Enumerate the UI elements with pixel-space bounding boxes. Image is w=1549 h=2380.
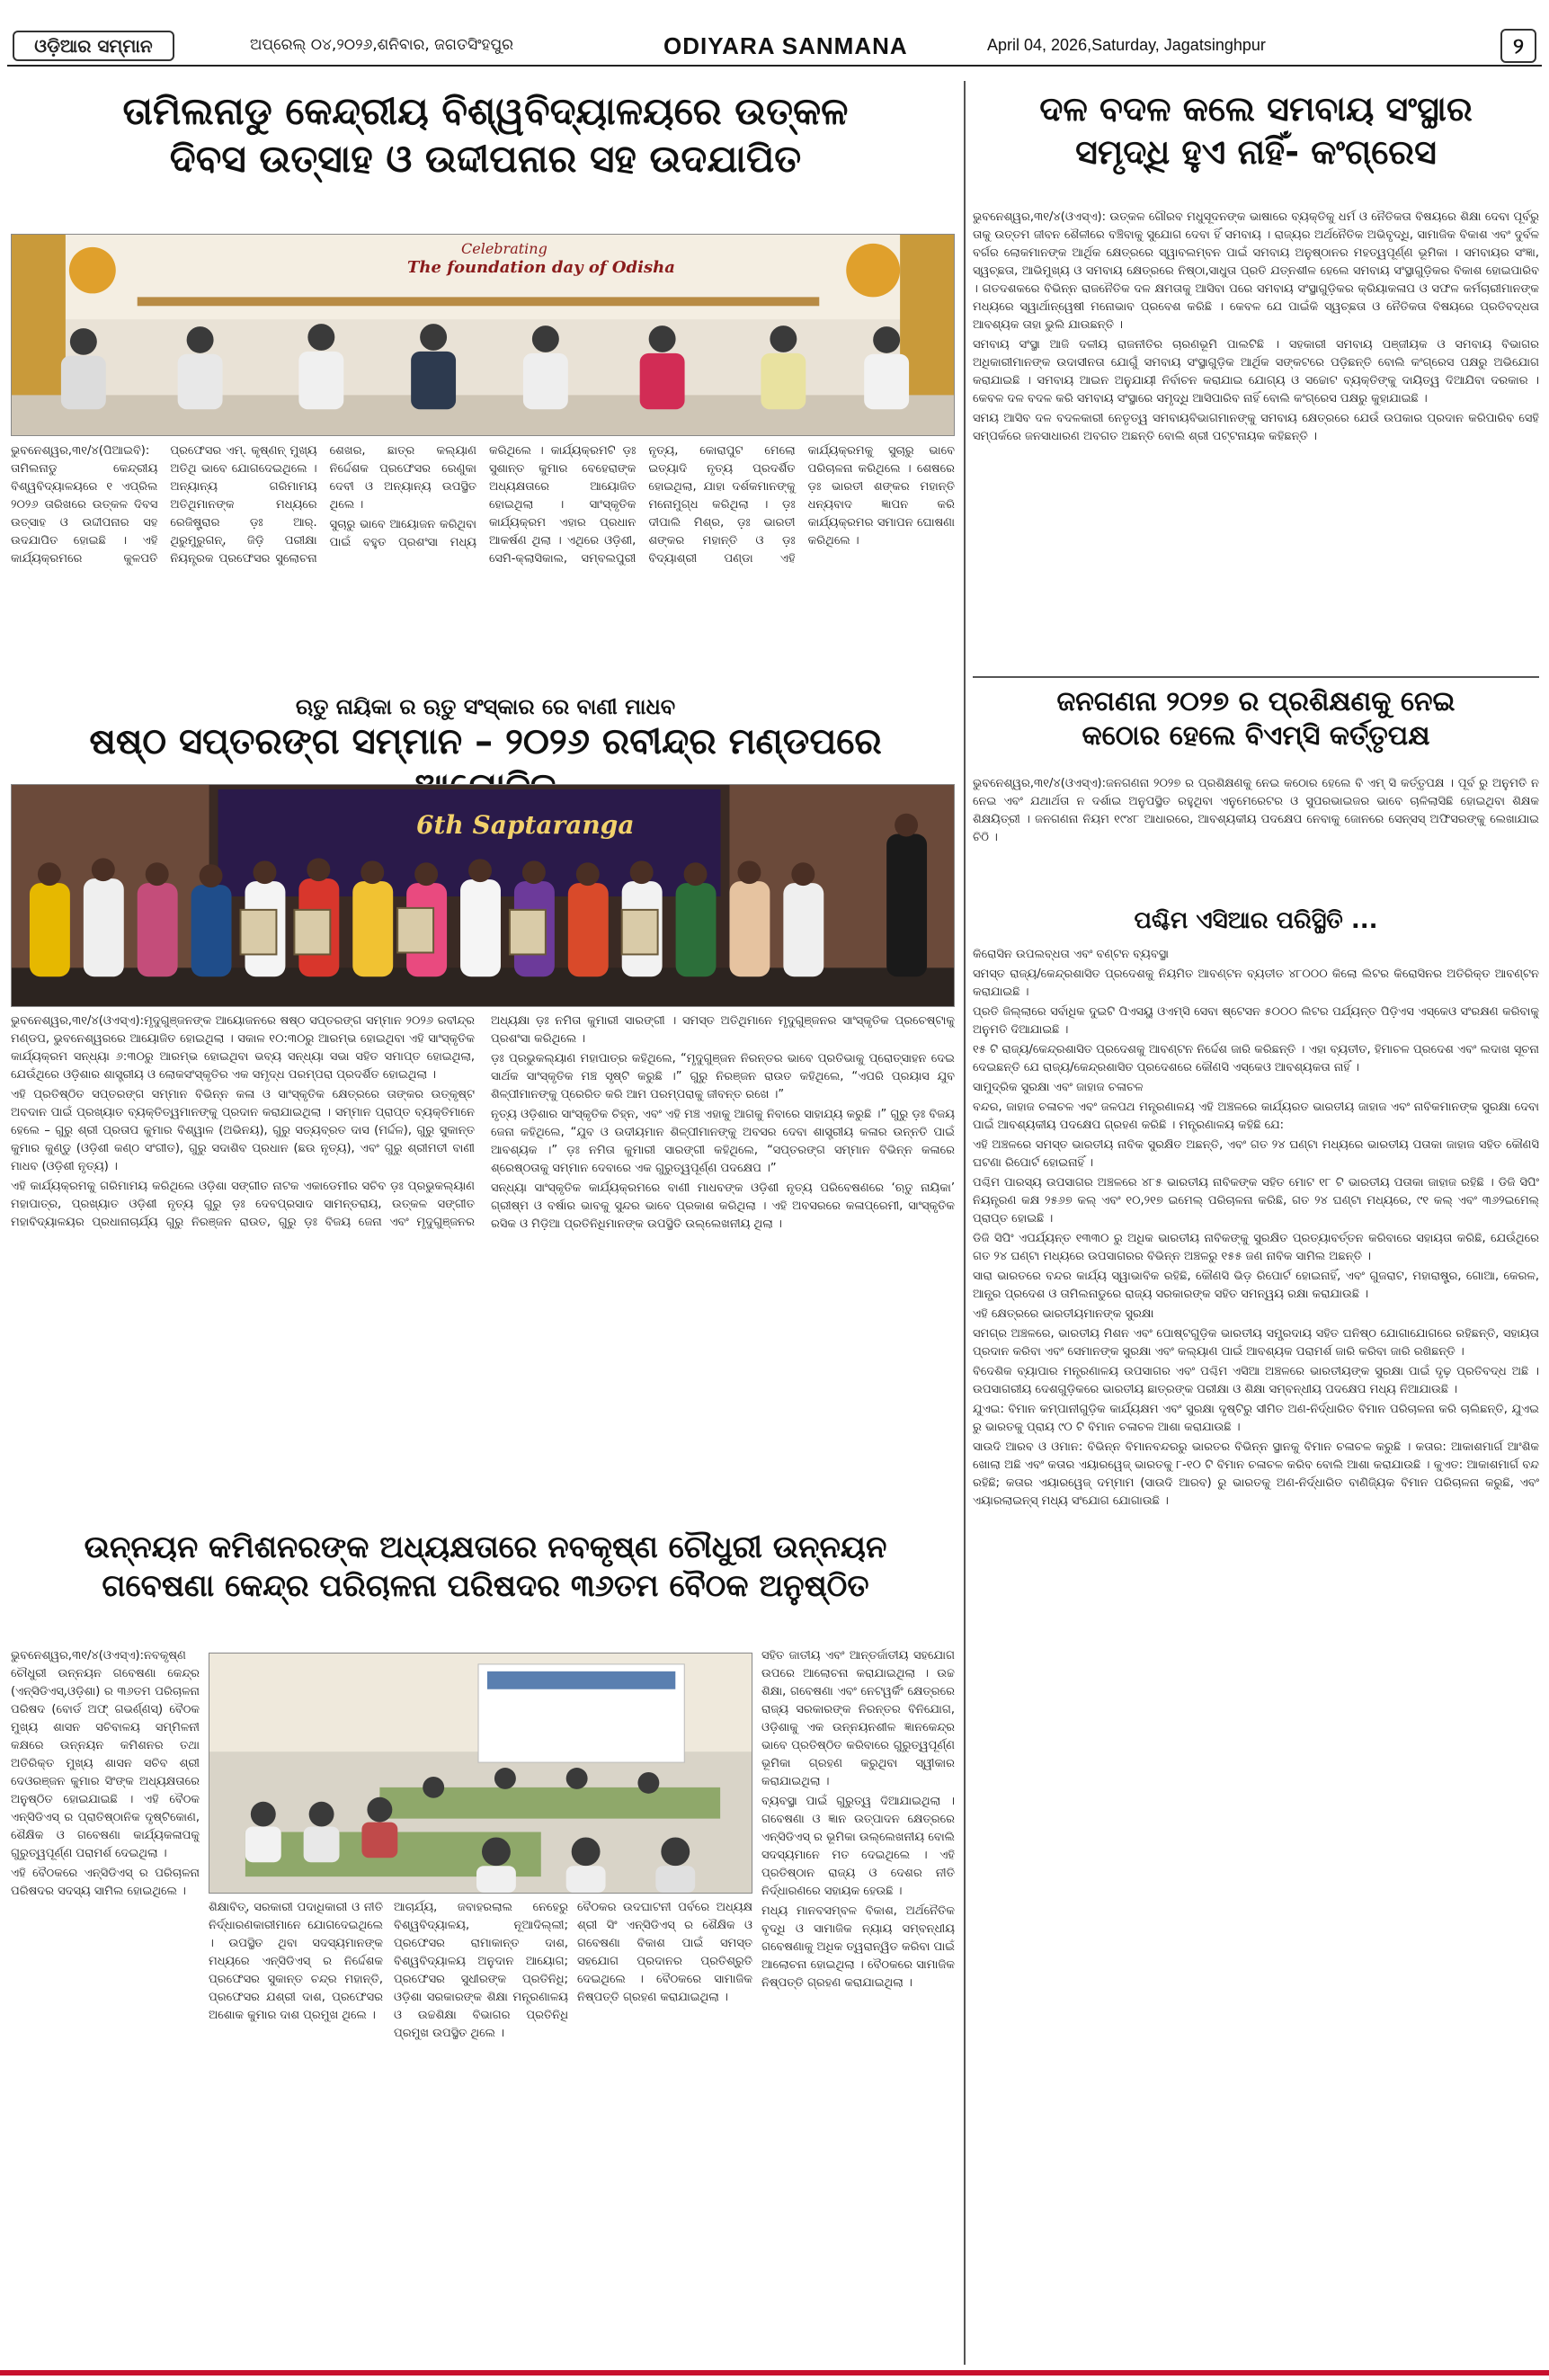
english-date: April 04, 2026,Saturday, Jagatsinghpur — [987, 36, 1266, 54]
masthead — [7, 27, 1542, 67]
story1-para: ସୁଚାରୁ ଭାବେ ଆୟୋଜନ କରିଥିବା ପାଇଁ ବହୁତ ପ୍ରଶଂସା ମଧ୍ୟ କରିଥିଲେ । କାର୍ଯ୍ୟକ୍ରମଟି ଡ଼ଃ ସୁଶାନ୍ତ କୁମାର ବେହେରାଙ୍କ ଅଧ୍ୟକ୍ଷତାରେ ଆୟୋଜିତ ହୋଇଥିଲା । ସାଂସ୍କୃତିକ କାର୍ଯ୍ୟକ୍ରମ ଏହାର ପ୍ରଧାନ ଆକର୍ଷଣ ଥିଲା । ଏଥିରେ ଓଡ଼ିଶୀ, ସେମି-କ୍ଲାସିକାଲ, ସମ୍ବଲପୁରୀ ନୃତ୍ୟ, କୋରାପୁଟ ମେଲୋ ଇତ୍ୟାଦି ନୃତ୍ୟ ପ୍ରଦର୍ଶିତ ହୋଇଥିଲା, ଯାହା ଦର୍ଶକମାନଙ୍କୁ ମନୋମୁଗ୍ଧ କରିଥିଲା । ଡ଼ଃ ଦୀପାଲି ମିଶ୍ର, ଡ଼ଃ ଭାରତୀ ଶଙ୍କର ମହାନ୍ତି ଓ ଡ଼ଃ ବିଦ୍ୟାଶ୍ରୀ ପଣ୍ଡା ଏହି କାର୍ଯ୍ୟକ୍ରମକୁ ସୁଚାରୁ ଭାବେ ପରିଚାଳନା କରିଥିଲେ । ଶେଷରେ ଡ଼ଃ ଭାରତୀ ଶଙ୍କର ମହାନ୍ତି ଧନ୍ୟବାଦ ଜ୍ଞାପନ କରି କାର୍ଯ୍ୟକ୍ରମର ସମାପନ ଘୋଷଣା କରିଥିଲେ । — [329, 444, 955, 566]
story3-para: ସନ୍ଧ୍ୟା ସାଂସ୍କୃତିକ କାର୍ଯ୍ୟକ୍ରମରେ ବାଣୀ ମାଧବଙ୍କ ଓଡ଼ିଶୀ ନୃତ୍ୟ ପରିବେଷଣରେ ‘ଋତୁ ନାୟିକା’ ଗ୍ରୀଷ୍ମ ଓ ବର୍ଷାର ଭାବକୁ ସୁନ୍ଦର ଭାବେ ପ୍ରକାଶ କରିଥିଲା । ଏହି ଅବସରରେ କଳାପ୍ରେମୀ, ସାଂସ୍କୃତିକ ରସିକ ଓ ମିଡ଼ିଆ ପ୍ରତିନିଧିମାନଙ୍କ ଉପସ୍ଥିତି ଉଲ୍ଲେଖନୀୟ ଥିଲା । — [491, 1181, 955, 1231]
story6-para: ମଧ୍ୟ ମାନବସମ୍ବଳ ବିକାଶ, ଅର୍ଥନୈତିକ ବୃଦ୍ଧି ଓ ସାମାଜିକ ନ୍ୟାୟ ସମ୍ବନ୍ଧୀୟ ଗବେଷଣାକୁ ଅଧିକ ତ୍ୱରାନ୍ୱିତ କରିବା ପାଇଁ ଆଲୋଚନା ହୋଇଥିଲା । ବୈଠକରେ ସାମାଜିକ ନିଷ୍ପତ୍ତି ଗ୍ରହଣ କରାଯାଇଥିଲା । — [761, 1904, 955, 1990]
story6-body-right — [577, 1899, 752, 2362]
story5-headline: ପଶ୍ଚିମ ଏସିଆର ପରିସ୍ଥିତି ... — [1134, 907, 1378, 934]
story6-para: ସହିତ ଜାତୀୟ ଏବଂ ଆନ୍ତର୍ଜାତୀୟ ସହଯୋଗ ଉପରେ ଆଲୋଚନା କରାଯାଇଥିଲା । ଉଚ୍ଚ ଶିକ୍ଷା, ଗବେଷଣା ଏବଂ ନେଟୱର୍କିଂ କ୍ଷେତ୍ରରେ ରାଜ୍ୟ ସରକାରଙ୍କ ନିରନ୍ତର ବିନିଯୋଗ, ଓଡ଼ିଶାକୁ ଏକ ଉନ୍ନୟନଶୀଳ ଜ୍ଞାନକେନ୍ଦ୍ର ଭାବେ ପ୍ରତିଷ୍ଠିତ କରିବାରେ ଗୁରୁତ୍ୱପୂର୍ଣ୍ଣ ଭୂମିକା ଗ୍ରହଣ କରୁଥିବା ସ୍ୱୀକାର କରାଯାଇଥିଲା । — [761, 1649, 955, 1788]
story3-photo — [11, 784, 955, 1007]
story5-body — [973, 946, 1539, 2362]
story5-para: ବନ୍ଦର, ଜାହାଜ ଚଳାଚଳ ଏବଂ ଜଳପଥ ମନ୍ତ୍ରଣାଳୟ ଏହି ଅଞ୍ଚଳରେ କାର୍ଯ୍ୟରତ ଭାରତୀୟ ଜାହାଜ ଏବଂ ନାବିକମାନଙ୍କ ସୁରକ୍ଷା ଦେବା ପାଇଁ ଆବଶ୍ୟକୀୟ ପଦକ୍ଷେପ ଗ୍ରହଣ କରିଛି । ମନ୍ତ୍ରଣାଳୟ କହିଛି ଯେ: — [973, 1101, 1539, 1132]
story5-para: ପ୍ରତି ଜିଲ୍ଲାରେ ସର୍ବାଧିକ ଦୁଇଟି ପିଏସୟୁ ଓଏମ୍ସି ସେବା ଷ୍ଟେସନ ୫୦୦୦ ଲିଟର ପର୍ଯ୍ୟନ୍ତ ପିଡ଼ିଏସ ଏସ୍କେଓ ସଂରକ୍ଷଣ କରିବାକୁ ଅନୁମତି ଦିଆଯାଇଛି । — [973, 1005, 1539, 1037]
story6-body-mid — [209, 1899, 568, 2362]
story6-para: ଶିକ୍ଷାବିତ୍, ସରକାରୀ ପଦାଧିକାରୀ ଓ ନୀତି ନିର୍ଦ୍ଧାରଣକାରୀମାନେ ଯୋଗଦେଇଥିଲେ । ଉପସ୍ଥିତ ଥିବା ସଦସ୍ୟମାନଙ୍କ ମଧ୍ୟରେ ଏନ୍ସିଡିଏସ୍ ର ନିର୍ଦ୍ଦେଶକ ପ୍ରଫେସର ସୁକାନ୍ତ ଚନ୍ଦ୍ର ମହାନ୍ତି, ପ୍ରଫେସର ଯଶ୍ରୀ ଦାଶ, ପ୍ରଫେସର ଅଶୋକ କୁମାର ଦାଶ ପ୍ରମୁଖ ଥିଲେ । — [209, 1901, 383, 2022]
story1-para: ଭୁବନେଶ୍ୱର,୩୧/୪(ପିଆଇବି): ତାମିଲନାଡୁ କେନ୍ଦ୍ରୀୟ ବିଶ୍ୱବିଦ୍ୟାଳୟରେ ୧ ଏପ୍ରିଲ ୨୦୨୬ ତାରିଖରେ ଉତ୍କଳ ଦିବସ ଉତ୍ସାହ ଓ ଉଦ୍ଦୀପନାର ସହ ଉଦଯାପିତ ହୋଇଛି । ଏହି କାର୍ଯ୍ୟକ୍ରମରେ କୁଳପତି ପ୍ରଫେସର ଏମ୍. କୃଷ୍ଣନ୍ ମୁଖ୍ୟ ଅତିଥି ଭାବେ ଯୋଗଦେଇଥିଲେ । ଅନ୍ୟାନ୍ୟ ଗରିମାମୟ ଅତିଥିମାନଙ୍କ ମଧ୍ୟରେ ରେଜିଷ୍ଟ୍ରାର ଡ଼ଃ ଆର୍. ଥିରୁମୁରୁଗନ୍, ଜିଡ଼ି ପରୀକ୍ଷା ନିୟନ୍ତ୍ରକ ପ୍ରଫେସର ସୁଲୋଚନା ଶେଖର, ଛାତ୍ର କଲ୍ୟାଣ ନିର୍ଦ୍ଦେଶକ ପ୍ରଫେସର ରେଣୁକା ଦେବୀ ଓ ଅନ୍ୟାନ୍ୟ ଉପସ୍ଥିତ ଥିଲେ । — [11, 444, 476, 566]
story2-body — [973, 209, 1539, 672]
story5-para: ସାଉଦି ଆରବ ଓ ଓମାନ: ବିଭିନ୍ନ ବିମାନବନ୍ଦରରୁ ଭାରତର ବିଭିନ୍ନ ସ୍ଥାନକୁ ବିମାନ ଚଳାଚଳ କରୁଛି । କତାର: ଆକାଶମାର୍ଗ ଆଂଶିକ ଖୋଲା ଅଛି ଏବଂ କତାର ଏୟାରୱେଜ୍ ଭାରତକୁ ୮-୧୦ ଟି ବିମାନ ଚଳାଚଳ କରିବ ବୋଲି ଆଶା କରାଯାଉଛି । କୁଏତ: ଆକାଶମାର୍ଗ ବନ୍ଦ ରହିଛି; କତାର ଏୟାରୱେଜ୍ ଦମ୍ମାମ (ସାଉଦି ଆରବ) ରୁ ଭାରତକୁ ଅଣ-ନିର୍ଦ୍ଧାରିତ ବାଣିଜ୍ୟିକ ବିମାନ ପରିଚାଳନା କରୁଛି, ଏବଂ ଏୟାରଲାଇନ୍ସ୍ ମଧ୍ୟ ସଂଯୋଗ ଯୋଗାଉଛି । — [973, 1440, 1539, 1508]
story2-headline — [973, 88, 1539, 174]
story1-banner-line1: Celebrating — [461, 240, 547, 257]
newspaper-logo: ଓଡ଼ିଆର ସମ୍ମାନ — [13, 31, 174, 61]
story4-body — [973, 775, 1539, 901]
story4-headline-line1: ଜନଗଣନା ୨୦୨୭ ର ପ୍ରଶିକ୍ଷଣକୁ ନେଇ — [1056, 686, 1456, 718]
page-number: ୨ — [1500, 29, 1536, 63]
story2-para: ଭୁବନେଶ୍ୱର,୩୧/୪(ଓଏସ୍ଏ): ଉତ୍କଳ ଗୌରବ ମଧୁସୂଦନଙ୍କ ଭାଷାରେ ବ୍ୟକ୍ତିକୁ ଧର୍ମ ଓ ନୈତିକତା ବିଷୟରେ ଶିକ୍ଷା ଦେବା ପୂର୍ବରୁ ତାକୁ ଉତ୍ତମ ଜୀବନ ଶୈଳୀରେ ବଞ୍ଚିବାକୁ ସୁଯୋଗ ଦେବା ହିଁ ସମବାୟ । ରାଜ୍ୟର ଅର୍ଥନୈତିକ ଅଭିବୃଦ୍ଧି, ସାମାଜିକ ବିକାଶ ଏବଂ ଦୁର୍ବଳ ବର୍ଗର ଲୋକମାନଙ୍କ ଆର୍ଥିକ କ୍ଷେତ୍ରରେ ସ୍ୱାବଲମ୍ବନ ପାଇଁ ସମବାୟ ଅନୁଷ୍ଠାନର ମହତ୍ୱପୂର୍ଣ୍ଣ ଭୂମିକା । ସମବାୟର ସଂଜ୍ଞା, ସ୍ୱଚ୍ଛତା, ଆଭିମୁଖ୍ୟ ଓ ସମବାୟ କ୍ଷେତ୍ରରେ ନିଷ୍ଠା,ସାଧୁତା ପ୍ରତି ଯତ୍ନଶୀଳ ହେଲେ ସମବାୟ ସଂସ୍ଥାଗୁଡ଼ିକର ବିକାଶ ହୋଇପାରିବ । ଗତଦଶକରେ ବିଭିନ୍ନ ରାଜନୈତିକ ଦଳ କ୍ଷମତାକୁ ଆସିବା ପରେ ସମବାୟ ସଂସ୍ଥାଗୁଡ଼ିକର କ୍ରିୟାକଳାପ ଓ ସଫଳ କର୍ମଚାରୀମାନଙ୍କ ମଧ୍ୟରେ ସ୍ୱାର୍ଥାନ୍ୱେଷୀ ମନୋଭାବ ପ୍ରବେଶ କରିଛି । କେବଳ ଯେ ପାଇଁକି ସ୍ୱଚ୍ଛତା ଓ ନୈତିକତା ବିଷୟରେ ପ୍ରତିବଦ୍ଧତା ଆବଶ୍ୟକ ତାହା ଭୁଲି ଯାଉଛନ୍ତି । — [973, 210, 1539, 332]
story5-para: ସାମୁଦ୍ରିକ ସୁରକ୍ଷା ଏବଂ ଜାହାଜ ଚଳାଚଳ — [973, 1081, 1144, 1094]
story5-para: ଏହି କ୍ଷେତ୍ରରେ ଭାରତୀୟମାନଙ୍କ ସୁରକ୍ଷା — [973, 1307, 1154, 1321]
story3-headline: ଷଷ୍ଠ ସପ୍ତରଙ୍ଗ ସମ୍ମାନ – ୨୦୨୬ ରବୀନ୍ଦ୍ର ମଣ୍ଡପରେ — [89, 721, 882, 762]
story4-headline-line2: କଠୋର ହେଲେ ବିଏମ୍ସି କର୍ତ୍ତୃପକ୍ଷ — [1082, 719, 1430, 752]
story6-para: ଆଚାର୍ଯ୍ୟ, ଜବାହରଲାଲ ନେହେରୁ ବିଶ୍ୱବିଦ୍ୟାଳୟ, ନୂଆଦିଲ୍ଲୀ; ପ୍ରଫେସର ରାମାକାନ୍ତ ଦାଶ, ବିଶ୍ୱବିଦ୍ୟାଳୟ ଅନୁଦାନ ଆୟୋଗ; ପ୍ରଫେସର ସୁଧୀରଙ୍କ ପ୍ରତିନିଧି; ଓଡ଼ିଶା ସରକାରଙ୍କ ଶିକ୍ଷା ମନ୍ତ୍ରଣାଳୟ ଓ ଉଚ୍ଚଶିକ୍ଷା ବିଭାଗର ପ୍ରତିନିଧି ପ୍ରମୁଖ ଉପସ୍ଥିତ ଥିଲେ । — [394, 1901, 568, 2040]
story6-body-left — [11, 1647, 200, 2362]
story3-body — [11, 1012, 955, 1516]
story1-body — [11, 442, 955, 663]
newspaper-title: ODIYARA SANMANA — [663, 32, 908, 59]
story1-headline-line2: ଦିବସ ଉତ୍ସାହ ଓ ଉଦ୍ଦୀପନାର ସହ ଉଦଯାପିତ — [169, 136, 802, 181]
story5-para: ବିଦେଶିକ ବ୍ୟାପାର ମନ୍ତ୍ରଣାଳୟ ଉପସାଗର ଏବଂ ପଶ୍ଚିମ ଏସିଆ ଅଞ୍ଚଳରେ ଭାରତୀୟଙ୍କ ସୁରକ୍ଷା ପାଇଁ ଦୃଢ଼ ପ୍ରତିବଦ୍ଧ ଅଛି । ଉପସାଗରୀୟ ଦେଶଗୁଡ଼ିକରେ ଭାରତୀୟ ଛାତ୍ରଙ୍କ ପରୀକ୍ଷା ଓ ଶିକ୍ଷା ସମ୍ବନ୍ଧୀୟ ପଦକ୍ଷେପ ମଧ୍ୟ ନିଆଯାଉଛି । — [973, 1365, 1539, 1396]
story6-headline-line1: ଉନ୍ନୟନ କମିଶନରଙ୍କ ଅଧ୍ୟକ୍ଷତାରେ ନବକୃଷ୍ଣ ଚୌଧୁରୀ ଉନ୍ନୟନ — [84, 1529, 887, 1565]
story5-para: ଡିଜି ସିପିଂ ଏପର୍ଯ୍ୟନ୍ତ ୧୩୩୦ ରୁ ଅଧିକ ଭାରତୀୟ ନାବିକଙ୍କୁ ସୁରକ୍ଷିତ ପ୍ରତ୍ୟାବର୍ତ୍ତନ କରିବାରେ ସହାୟତା କରିଛି, ଯେଉଁଥିରେ ଗତ ୨୪ ଘଣ୍ଟା ମଧ୍ୟରେ ଉପସାଗରର ବିଭିନ୍ନ ଅଞ୍ଚଳରୁ ୧୫୫ ଜଣ ନାବିକ ସାମିଲ ଅଛନ୍ତି । — [973, 1232, 1539, 1263]
story4-para: ଭୁବନେଶ୍ୱର,୩୧/୪(ଓଏସ୍ଏ):ଜନଗଣନା ୨୦୨୭ ର ପ୍ରଶିକ୍ଷଣକୁ ନେଇ କଠୋର ହେଲେ ବି ଏମ୍ ସି କର୍ତ୍ତୃପକ୍ଷ । ପୂର୍ବ ରୁ ଅନୁମତି ନ ନେଇ ଏବଂ ଯଥାର୍ଥତା ନ ଦର୍ଶାଇ ଅନୁପସ୍ଥିତ ରହୁଥିବା ଏନୁମେରେଟର ଓ ସୁପରଭାଇଜର ଭାବେ ଚାଳିଲାସିଛି ହୋଇଥିବା ଶିକ୍ଷକ ଶିକ୍ଷୟିତ୍ରୀ । ଜନଗଣନା ନିୟମ ୧୯୪୮ ଆଧାରରେ, ଆବଶ୍ୟକୀୟ ପଦକ୍ଷେପ ନେବାକୁ ଜୋନରେ ସେନ୍ସସ୍ ଅଫିସରଙ୍କୁ ଲେଖାଯାଇ ଚିଠି । — [973, 777, 1539, 844]
story1-headline-line1: ତାମିଲନାଡୁ କେନ୍ଦ୍ରୀୟ ବିଶ୍ୱବିଦ୍ୟାଳୟରେ ଉତ୍କଳ — [122, 89, 849, 133]
story6-headline-line2: ଗବେଷଣା କେନ୍ଦ୍ର ପରିଚାଳନା ପରିଷଦର ୩୬ତମ ବୈଠକ ଅନୁଷ୍ଠିତ — [102, 1567, 869, 1604]
story5-para: ସମସ୍ତ ରାଜ୍ୟ/କେନ୍ଦ୍ରଶାସିତ ପ୍ରଦେଶକୁ ନିୟମିତ ଆବଣ୍ଟନ ବ୍ୟତୀତ ୪୮୦୦୦ କିଲୋ ଲିଟର କିରୋସିନର ଅତିରିକ୍ତ ଆବଣ୍ଟନ କରାଯାଇଛି । — [973, 967, 1539, 999]
story6-para: ବୈଠକର ଉଦଘାଟନୀ ପର୍ବରେ ଅଧ୍ୟକ୍ଷ ଶ୍ରୀ ସିଂ ଏନ୍ସିଡିଏସ୍ ର ଶୈକ୍ଷିକ ଓ ଗବେଷଣା ବିକାଶ ପାଇଁ ସମସ୍ତ ସହଯୋଗ ପ୍ରଦାନର ପ୍ରତିଶ୍ରୁତି ଦେଇଥିଲେ । ବୈଠକରେ ସାମାଜିକ ନିଷ୍ପତ୍ତି ଗ୍ରହଣ କରାଯାଇଥିଲା । — [577, 1901, 752, 2004]
story5-para: ସମଗ୍ର ଅଞ୍ଚଳରେ, ଭାରତୀୟ ମିଶନ ଏବଂ ପୋଷ୍ଟଗୁଡ଼ିକ ଭାରତୀୟ ସମ୍ପ୍ରଦାୟ ସହିତ ଘନିଷ୍ଠ ଯୋଗାଯୋଗରେ ରହିଛନ୍ତି, ସହାୟତା ପ୍ରଦାନ କରିବା ଏବଂ ସେମାନଙ୍କ ସୁରକ୍ଷା ଏବଂ କଲ୍ୟାଣ ପାଇଁ ଆବଶ୍ୟକ ପରାମର୍ଶ ଜାରି କରିବା ଜାରି ରଖିଛନ୍ତି । — [973, 1327, 1539, 1359]
story2-para: ସମବାୟ ସଂସ୍ଥା ଆଜି ଦଳୀୟ ରାଜନୀତିର ଚାରଣଭୂମି ପାଲଟିଛି । ସହକାରୀ ସମବାୟ ପଞ୍ଜୀୟକ ଓ ସମବାୟ ବିଭାଗର ଅଧିକାରୀମାନଙ୍କ ଉଦାସୀନତା ଯୋଗୁଁ ସମବାୟ ସଂସ୍ଥାଗୁଡ଼ିକ ଆର୍ଥିକ ସଙ୍କଟରେ ପଡ଼ିଛନ୍ତି ବୋଲି କଂଗ୍ରେସ ପକ୍ଷରୁ ଅଭିଯୋଗ କରାଯାଇଛି । ସମବାୟ ଆଇନ ଅନୁଯାୟୀ ନିର୍ବାଚନ କରାଯାଇ ଯୋଗ୍ୟ ଓ ସଚ୍ଚୋଟ ବ୍ୟକ୍ତିଙ୍କୁ ଦାୟିତ୍ୱ ଦିଆଯିବା ଦରକାର । କେବଳ ଦଳ ବଦଳ କରି ସମବାୟ ସଂସ୍ଥାରେ ସମୃଦ୍ଧି ଆସିପାରିବ ନାହିଁ ବୋଲି କଂଗ୍ରେସ ପକ୍ଷରୁ କୁହାଯାଇଛି । — [973, 338, 1539, 406]
board-meeting-image — [209, 1654, 752, 1893]
story5-para: ଏହି ଅଞ୍ଚଳରେ ସମସ୍ତ ଭାରତୀୟ ନାବିକ ସୁରକ୍ଷିତ ଅଛନ୍ତି, ଏବଂ ଗତ ୨୪ ଘଣ୍ଟା ମଧ୍ୟରେ ଭାରତୀୟ ପତାକା ଜାହାଜ ସହିତ କୌଣସି ଘଟଣା ରିପୋର୍ଟ ହୋଇନାହିଁ । — [973, 1138, 1539, 1170]
story3-kicker: ଋତୁ ନାୟିକା ର ଋତୁ ସଂସ୍କାର ରେ ବାଣୀ ମାଧବ — [295, 694, 676, 719]
story1-banner-line2: The foundation day of Odisha — [407, 258, 675, 277]
story6-para: ଭୁବନେଶ୍ୱର,୩୧/୪(ଓଏସ୍ଏ):ନବକୃଷ୍ଣ ଚୌଧୁରୀ ଉନ୍ନୟନ ଗବେଷଣା କେନ୍ଦ୍ର (ଏନ୍ସିଡିଏସ୍,ଓଡ଼ିଶା) ର ୩୬ତମ ପରିଚାଳନା ପରିଷଦ (ବୋର୍ଡ ଅଫ୍ ଗଭର୍ଣ୍ଣସ୍) ବୈଠକ ମୁଖ୍ୟ ଶାସନ ସଚିବାଳୟ ସମ୍ମିଳନୀ କକ୍ଷରେ ଉନ୍ନୟନ କମିଶନର ତଥା ଅତିରିକ୍ତ ମୁଖ୍ୟ ଶାସନ ସଚିବ ଶ୍ରୀ ଦେଓରଞ୍ଜନ କୁମାର ସିଂଙ୍କ ଅଧ୍ୟକ୍ଷତାରେ ଅନୁଷ୍ଠିତ ହୋଇଯାଇଛି । ଏହି ବୈଠକ ଏନ୍ସିଡିଏସ୍ ର ପ୍ରାତିଷ୍ଠାନିକ ଦୃଷ୍ଟିକୋଣ, ଶୈକ୍ଷିକ ଓ ଗବେଷଣା କାର୍ଯ୍ୟକଳାପକୁ ଗୁରୁତ୍ୱପୂର୍ଣ୍ଣ ପରାମର୍ଶ ଦେଇଥିଲା । — [11, 1649, 200, 1860]
story5-para: ୧୫ ଟି ରାଜ୍ୟ/କେନ୍ଦ୍ରଶାସିତ ପ୍ରଦେଶକୁ ଆବଣ୍ଟନ ନିର୍ଦ୍ଦେଶ ଜାରି କରିଛନ୍ତି । ଏହା ବ୍ୟତୀତ, ହିମାଚଳ ପ୍ରଦେଶ ଏବଂ ଲଦାଖ ସୂଚନା ଦେଇଛନ୍ତି ଯେ ରାଜ୍ୟ/କେନ୍ଦ୍ରଶାସିତ ପ୍ରଦେଶରେ କୌଣସି ଏସ୍କେଓ ଆବଶ୍ୟକତା ନାହିଁ । — [973, 1043, 1539, 1074]
column-divider — [964, 81, 966, 2365]
story1-photo — [11, 234, 955, 436]
story3-stage-banner: 6th Saptaranga — [416, 810, 635, 840]
story2-para: ସମୟ ଆସିବ ଦଳ ବଦଳକାରୀ ନେତୃତ୍ୱ ସମବାୟବିଭାଗମାନଙ୍କୁ ସମବାୟ କ୍ଷେତ୍ରରେ ଯେଉଁ ଉପକାର ପ୍ରଦାନ କରିପାରିବ ସେହି ସମ୍ପର୍କରେ ଜନସାଧାରଣ ଅବଗତ ଅଛନ୍ତି ବୋଲି ଶ୍ରୀ ପଟ୍ଟନାୟକ କହିଛନ୍ତି । — [973, 412, 1539, 443]
story6-headline — [18, 1529, 953, 1605]
story6-para: ଏହି ବୈଠକରେ ଏନ୍ସିଡିଏସ୍ ର ପରିଚାଳନା ପରିଷଦର ସଦସ୍ୟ ସାମିଲ ହୋଇଥିଲେ । — [11, 1867, 200, 1898]
story4-headline — [973, 685, 1539, 753]
story3-para: ଡ଼ଃ ପ୍ରଭୁକଲ୍ୟାଣ ମହାପାତ୍ର କହିଥିଲେ, “ମୃଦୁଗୁଞ୍ଜନ ନିରନ୍ତର ଭାବେ ପ୍ରତିଭାକୁ ପ୍ରୋତ୍ସାହନ ଦେଇ ସାର୍ଥକ ସାଂସ୍କୃତିକ ମଞ୍ଚ ସୃଷ୍ଟି କରୁଛି ।” ଗୁରୁ ନିରଞ୍ଜନ ରାଉତ କହିଥିଲେ, “ଏପରି ପ୍ରୟାସ ଯୁବ ଶିଳ୍ପୀମାନଙ୍କୁ ପ୍ରେରିତ କରି ଆମ ପରମ୍ପରାକୁ ଜୀବନ୍ତ ରଖେ ।” — [491, 1052, 955, 1101]
story6-body-far-right — [761, 1647, 955, 2362]
story6-para: ବ୍ୟବସ୍ଥା ପାଇଁ ଗୁରୁତ୍ୱ ଦିଆଯାଇଥିଲା । ଗବେଷଣା ଓ ଜ୍ଞାନ ଉତ୍ପାଦନ କ୍ଷେତ୍ରରେ ଏନ୍ସିଡିଏସ୍ ର ଭୂମିକା ଉଲ୍ଲେଖନୀୟ ବୋଲି ସଦସ୍ୟମାନେ ମତ ଦେଇଥିଲେ । ଏହି ପ୍ରତିଷ୍ଠାନ ରାଜ୍ୟ ଓ ଦେଶର ନୀତି ନିର୍ଦ୍ଧାରଣରେ ସହାୟକ ହେଉଛି । — [761, 1795, 955, 1898]
story3-para: ଏହି ପ୍ରତିଷ୍ଠିତ ସପ୍ତରଙ୍ଗ ସମ୍ମାନ ବିଭିନ୍ନ କଳା ଓ ସାଂସ୍କୃତିକ କ୍ଷେତ୍ରରେ ତାଙ୍କର ଉତ୍କୃଷ୍ଟ ଅବଦାନ ପାଇଁ ପ୍ରଖ୍ୟାତ ବ୍ୟକ୍ତିତ୍ୱମାନଙ୍କୁ ପ୍ରଦାନ କରାଯାଇଥିଲା । ସମ୍ମାନ ପ୍ରାପ୍ତ ବ୍ୟକ୍ତିମାନେ ହେଲେ – ଗୁରୁ ଶ୍ରୀ ପ୍ରତାପ କୁମାର ବିଶ୍ୱାଳ (ଅଭିନୟ), ଗୁରୁ ସତ୍ୟବ୍ରତ ଦାସ (ମର୍ଦ୍ଦଳ), ଗୁରୁ ସୁକାନ୍ତ କୁମାର କୁଣ୍ଡୁ (ଓଡ଼ିଶୀ କଣ୍ଠ ସଂଗୀତ), ଗୁରୁ ସଦାଶିବ ପ୍ରଧାନ (ଛଉ ନୃତ୍ୟ), ଏବଂ ଗୁରୁ ଶ୍ରୀମତୀ ବାଣୀ ମାଧବ (ଓଡ଼ିଶୀ ନୃତ୍ୟ) । — [11, 1088, 475, 1173]
story5-para: ପଶ୍ଚିମ ପାରସ୍ୟ ଉପସାଗର ଅଞ୍ଚଳରେ ୪୮୫ ଭାରତୀୟ ନାବିକଙ୍କ ସହିତ ମୋଟ ୧୮ ଟି ଭାରତୀୟ ପତାକା ଜାହାଜ ରହିଛି । ଡିଜି ସିପିଂ ନିୟନ୍ତ୍ରଣ କକ୍ଷ ୨୫୬୭ କଲ୍ ଏବଂ ୧୦,୨୧୭ ଇମେଲ୍ ପରିଚାଳନା କରିଛି, ଗତ ୨୪ ଘଣ୍ଟା ମଧ୍ୟରେ, ୯୧ କଲ୍ ଏବଂ ୩୬୨ଇମେଲ୍ ପ୍ରାପ୍ତ ହୋଇଛି । — [973, 1176, 1539, 1226]
story3-para: ନୃତ୍ୟ ଓଡ଼ିଶାର ସାଂସ୍କୃତିକ ଚିହ୍ନ, ଏବଂ ଏହି ମଞ୍ଚ ଏହାକୁ ଆଗକୁ ନିବାରେ ସାହାଯ୍ୟ କରୁଛି ।” ଗୁରୁ ଡ଼ଃ ବିଜୟ ଜେନା କହିଥିଲେ, “ଯୁବ ଓ ଉଦୀୟମାନ ଶିଳ୍ପୀମାନଙ୍କୁ ଅବସର ଦେବା ଶାସ୍ତ୍ରୀୟ କଳାର ଉନ୍ନତି ପାଇଁ ଆବଶ୍ୟକ ।” ଡ଼ଃ ନମିତା କୁମାରୀ ସାରଙ୍ଗୀ କହିଥିଲେ, “ସପ୍ତରଙ୍ଗ ସମ୍ମାନ ବିଭିନ୍ନ କଳାରେ ଶ୍ରେଷ୍ଠତାକୁ ସମ୍ମାନ ଦେବାରେ ଏକ ଗୁରୁତ୍ୱପୂର୍ଣ୍ଣ ପଦକ୍ଷେପ ।” — [491, 1108, 955, 1175]
story5-para: କିରୋସିନ ଉପଲବ୍ଧତା ଏବଂ ବଣ୍ଟନ ବ୍ୟବସ୍ଥା — [973, 948, 1169, 961]
story1-headline — [18, 88, 953, 183]
odia-date: ଅପ୍ରେଲ୍ ୦୪,୨୦୨୬,ଶନିବାର, ଜଗତସିଂହପୁର — [250, 36, 514, 54]
footer-bar — [0, 2370, 1549, 2376]
divider — [973, 676, 1539, 678]
story3-para: ଭୁବନେଶ୍ୱର,୩୧/୪(ଓଏସ୍ଏ):ମୃଦୁଗୁଞ୍ଜନଙ୍କ ଆୟୋଜନରେ ଷଷ୍ଠ ସପ୍ତରଙ୍ଗ ସମ୍ମାନ ୨୦୨୬ ରବୀନ୍ଦ୍ର ମଣ୍ଡପ, ଭୁବନେଶ୍ୱରରେ ଆୟୋଜିତ ହୋଇଥିଲା । ସକାଳ ୧୦:୩୦ରୁ ଆରମ୍ଭ ହୋଇଥିବା ଏହି ସାଂସ୍କୃତିକ କାର୍ଯ୍ୟକ୍ରମ ସନ୍ଧ୍ୟା ୬:୩୦ରୁ ଆରମ୍ଭ ହୋଇଥିବା ଭବ୍ୟ ସନ୍ଧ୍ୟା ସଭା ସହିତ ସମାପ୍ତ ହୋଇଥିଲା, ଯେଉଁଥିରେ ଓଡ଼ିଶାର ଶାସ୍ତ୍ରୀୟ ଓ ଲୋକସଂସ୍କୃତିର ଏକ ସମୃଦ୍ଧ ପରମ୍ପରା ପ୍ରଦର୍ଶିତ ହୋଇଥିଲା । — [11, 1014, 475, 1082]
story3-para: ଏହି କାର୍ଯ୍ୟକ୍ରମକୁ ଗରିମାମୟ କରିଥିଲେ ଓଡ଼ିଶା ସଙ୍ଗୀତ ନାଟକ ଏକାଡେମୀର ସଚିବ ଡ଼ଃ ପ୍ରଭୁକଲ୍ୟାଣ ମହାପାତ୍ର, ପ୍ରଖ୍ୟାତ ଓଡ଼ିଶୀ ନୃତ୍ୟ ଗୁରୁ ଡ଼ଃ ଦେବପ୍ରସାଦ ସାମନ୍ତରାୟ, ଉତ୍କଳ ସଙ୍ଗୀତ ମହାବିଦ୍ୟାଳୟର ପ୍ରଧାନାଚାର୍ଯ୍ୟ ଗୁରୁ ନିରଞ୍ଜନ ରାଉତ, ଗୁରୁ ଡ଼ଃ ବିଜୟ ଜେନା ଏବଂ ମୃଦୁଗୁଞ୍ଜନର ଅଧ୍ୟକ୍ଷା ଡ଼ଃ ନମିତା କୁମାରୀ ସାରଙ୍ଗୀ । ସମସ୍ତ ଅତିଥିମାନେ ମୃଦୁଗୁଞ୍ଜନର ସାଂସ୍କୃତିକ ପ୍ରଚେଷ୍ଟାକୁ ପ୍ରଶଂସା କରିଥିଲେ । — [11, 1014, 955, 1229]
story5-para: ଯୁଏଇ: ବିମାନ କମ୍ପାନୀଗୁଡ଼ିକ କାର୍ଯ୍ୟକ୍ଷମ ଏବଂ ସୁରକ୍ଷା ଦୃଷ୍ଟିରୁ ସୀମିତ ଅଣ-ନିର୍ଦ୍ଧାରିତ ବିମାନ ପରିଚାଳନା କରି ଚାଲିଛନ୍ତି, ଯୁଏଇ ରୁ ଭାରତକୁ ପ୍ରାୟ ୯୦ ଟି ବିମାନ ଚଳାଚଳ ଆଶା କରାଯାଉଛି । — [973, 1403, 1539, 1434]
story5-para: ସାରା ଭାରତରେ ବନ୍ଦର କାର୍ଯ୍ୟ ସ୍ୱାଭାବିକ ରହିଛି, କୌଣସି ଭିଡ଼ ରିପୋର୍ଟ ହୋଇନାହିଁ, ଏବଂ ଗୁଜରାଟ, ମହାରାଷ୍ଟ୍ର, ଗୋଆ, କେରଳ, ଆନ୍ଧ୍ର ପ୍ରଦେଶ ଓ ତାମିଲନାଡୁରେ ରାଜ୍ୟ ସରକାରଙ୍କ ସହିତ ସମନ୍ୱୟ ରକ୍ଷା କରାଯାଉଛି । — [973, 1270, 1539, 1301]
story2-headline-line2: ସମୃଦ୍ଧି ହୁଏ ନାହିଁ- କଂଗ୍ରେସ — [1075, 131, 1437, 172]
story6-photo — [209, 1653, 752, 1894]
story2-headline-line1: ଦଳ ବଦଳ କଲେ ସମବାୟ ସଂସ୍ଥାର — [1039, 89, 1473, 129]
